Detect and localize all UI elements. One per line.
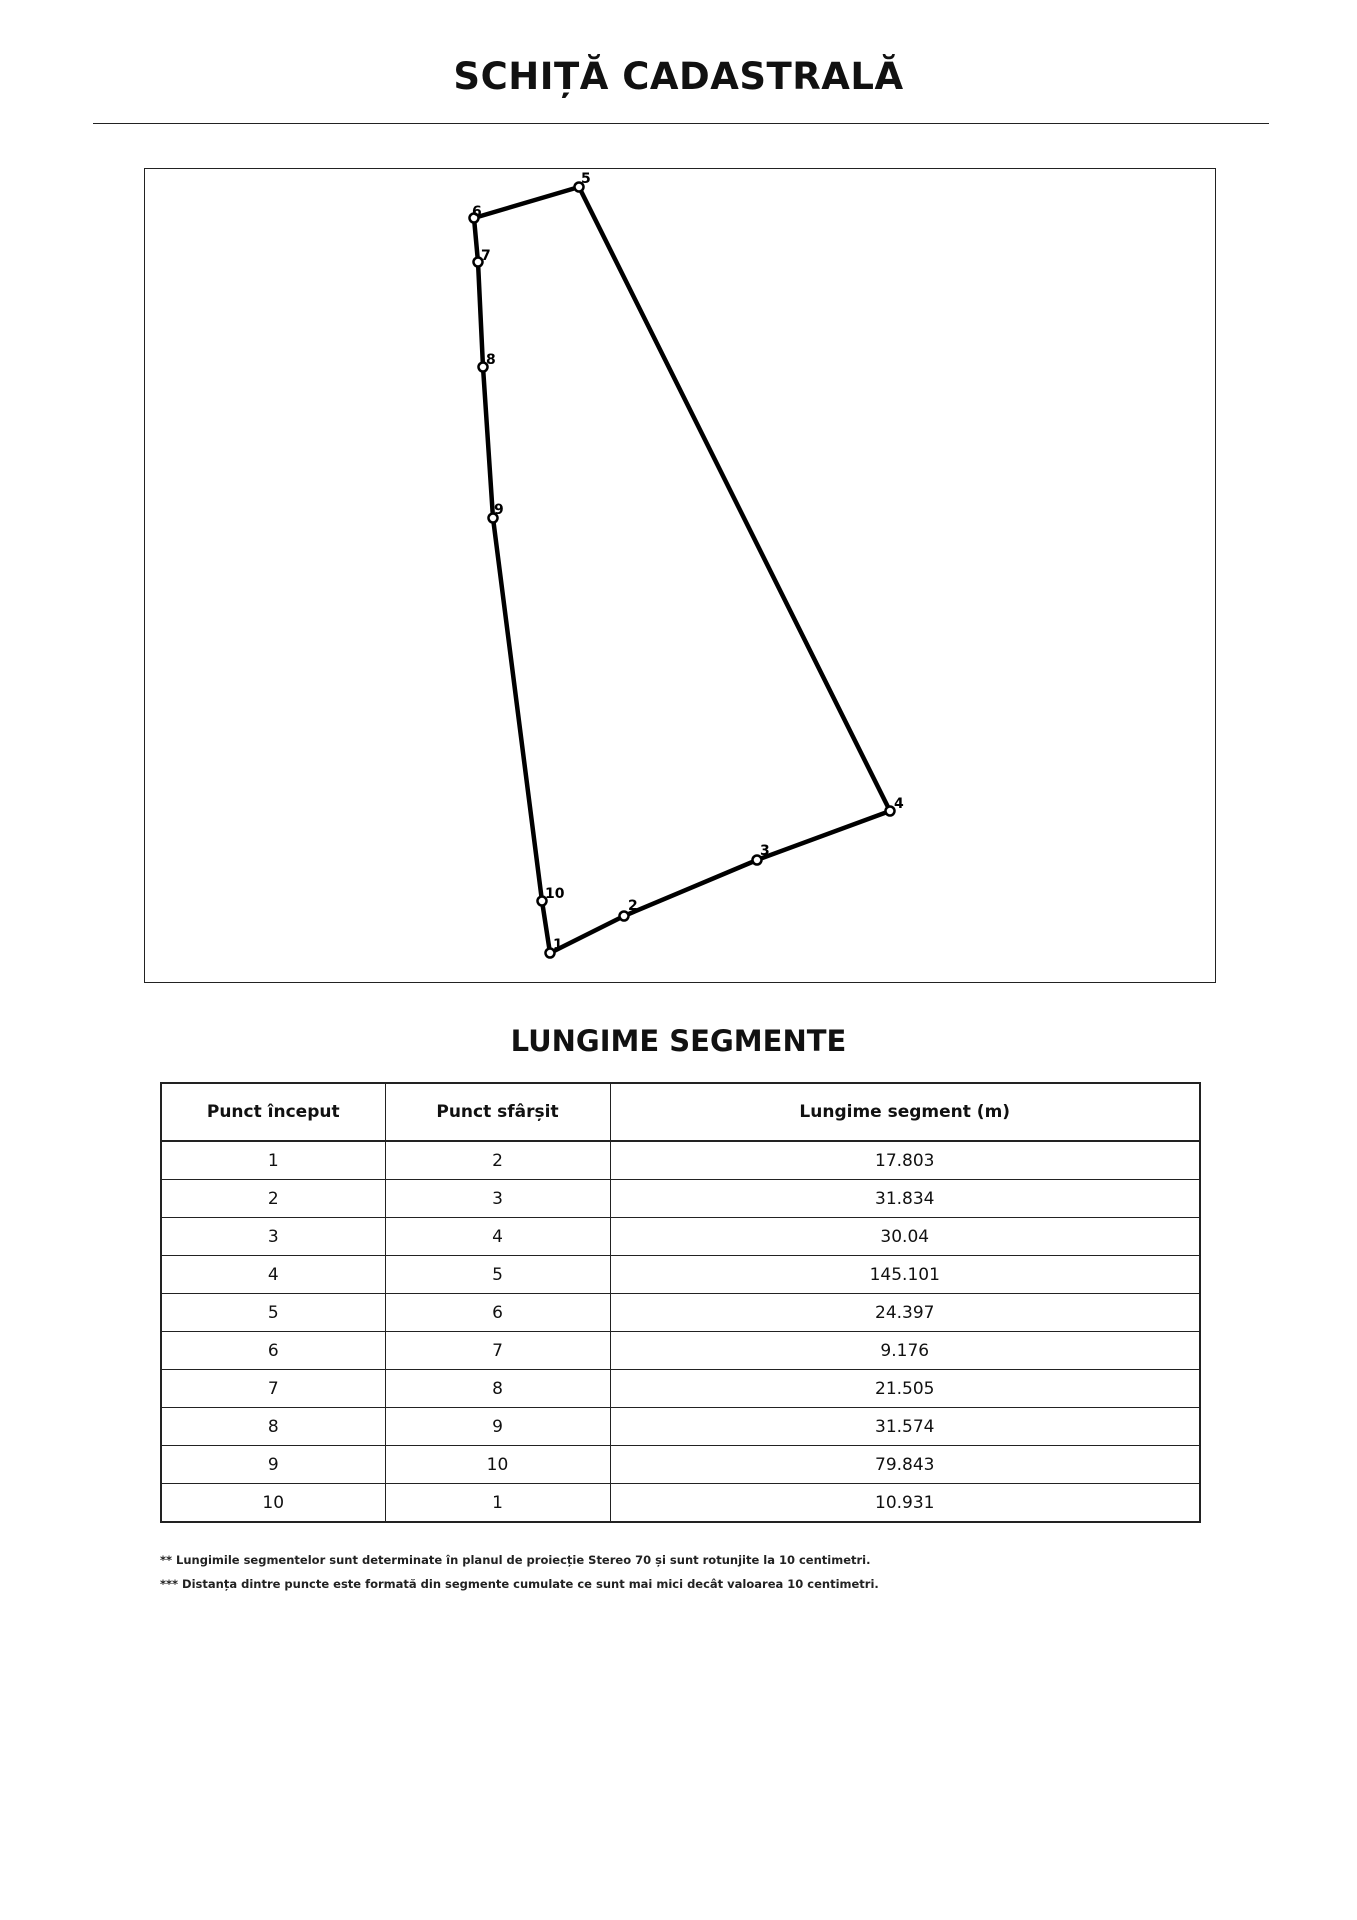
table-row [161, 1370, 1200, 1408]
cadastral-sketch-frame [144, 168, 1216, 983]
vertex-label: 10 [545, 886, 565, 902]
vertex-label: 1 [553, 937, 563, 953]
table-row [161, 1256, 1200, 1294]
cell-segment-length: 31.574 [610, 1408, 1200, 1446]
cell-segment-length: 10.931 [610, 1484, 1200, 1523]
table-row [161, 1180, 1200, 1218]
table-row [161, 1332, 1200, 1370]
title-divider [93, 123, 1269, 124]
vertex-label: 7 [481, 248, 491, 264]
segment-lengths-table [160, 1082, 1201, 1523]
cell-start-point: 9 [161, 1446, 385, 1484]
cell-start-point: 6 [161, 1332, 385, 1370]
cell-segment-length: 79.843 [610, 1446, 1200, 1484]
vertex-label: 6 [472, 204, 482, 220]
vertex-label: 8 [486, 352, 496, 368]
page-title: SCHIȚĂ CADASTRALĂ [453, 55, 904, 98]
cell-segment-length: 145.101 [610, 1256, 1200, 1294]
footnote-rounding: ** Lungimile segmentelor sunt determinate în planul de proiecție Stereo 70 și sunt rotunjite la 10 centimetri. [160, 1553, 871, 1567]
cell-segment-length: 21.505 [610, 1370, 1200, 1408]
table-row [161, 1408, 1200, 1446]
header-segment-length: Lungime segment (m) [610, 1083, 1200, 1141]
cell-start-point: 7 [161, 1370, 385, 1408]
cell-end-point: 1 [385, 1484, 610, 1523]
cell-end-point: 9 [385, 1408, 610, 1446]
cell-end-point: 3 [385, 1180, 610, 1218]
table-header-row [161, 1083, 1200, 1141]
cell-segment-length: 30.04 [610, 1218, 1200, 1256]
cell-end-point: 7 [385, 1332, 610, 1370]
cell-start-point: 8 [161, 1408, 385, 1446]
cell-end-point: 8 [385, 1370, 610, 1408]
cell-start-point: 5 [161, 1294, 385, 1332]
cell-end-point: 2 [385, 1141, 610, 1180]
cell-end-point: 4 [385, 1218, 610, 1256]
table-row [161, 1446, 1200, 1484]
footnote-cumulative-distance: *** Distanța dintre puncte este formată din segmente cumulate ce sunt mai mici decât valoarea 10 centimetri. [160, 1577, 879, 1591]
cell-end-point: 6 [385, 1294, 610, 1332]
cell-start-point: 10 [161, 1484, 385, 1523]
cell-segment-length: 17.803 [610, 1141, 1200, 1180]
header-end-point: Punct sfârșit [385, 1083, 610, 1141]
cell-start-point: 3 [161, 1218, 385, 1256]
vertex-label: 5 [581, 171, 591, 187]
cell-start-point: 1 [161, 1141, 385, 1180]
table-row [161, 1141, 1200, 1180]
table-row [161, 1218, 1200, 1256]
parcel-boundary [474, 187, 890, 953]
cell-start-point: 4 [161, 1256, 385, 1294]
cell-end-point: 10 [385, 1446, 610, 1484]
cell-segment-length: 24.397 [610, 1294, 1200, 1332]
table-row [161, 1294, 1200, 1332]
cell-start-point: 2 [161, 1180, 385, 1218]
cell-segment-length: 31.834 [610, 1180, 1200, 1218]
segments-heading: LUNGIME SEGMENTE [510, 1024, 847, 1058]
vertex-label: 2 [628, 898, 638, 914]
vertex-label: 4 [894, 796, 904, 812]
cell-end-point: 5 [385, 1256, 610, 1294]
header-start-point: Punct început [161, 1083, 385, 1141]
vertex-label: 3 [760, 843, 770, 859]
parcel-outline-drawing [145, 169, 1214, 981]
vertex-label: 9 [494, 502, 504, 518]
cell-segment-length: 9.176 [610, 1332, 1200, 1370]
table-row [161, 1484, 1200, 1523]
